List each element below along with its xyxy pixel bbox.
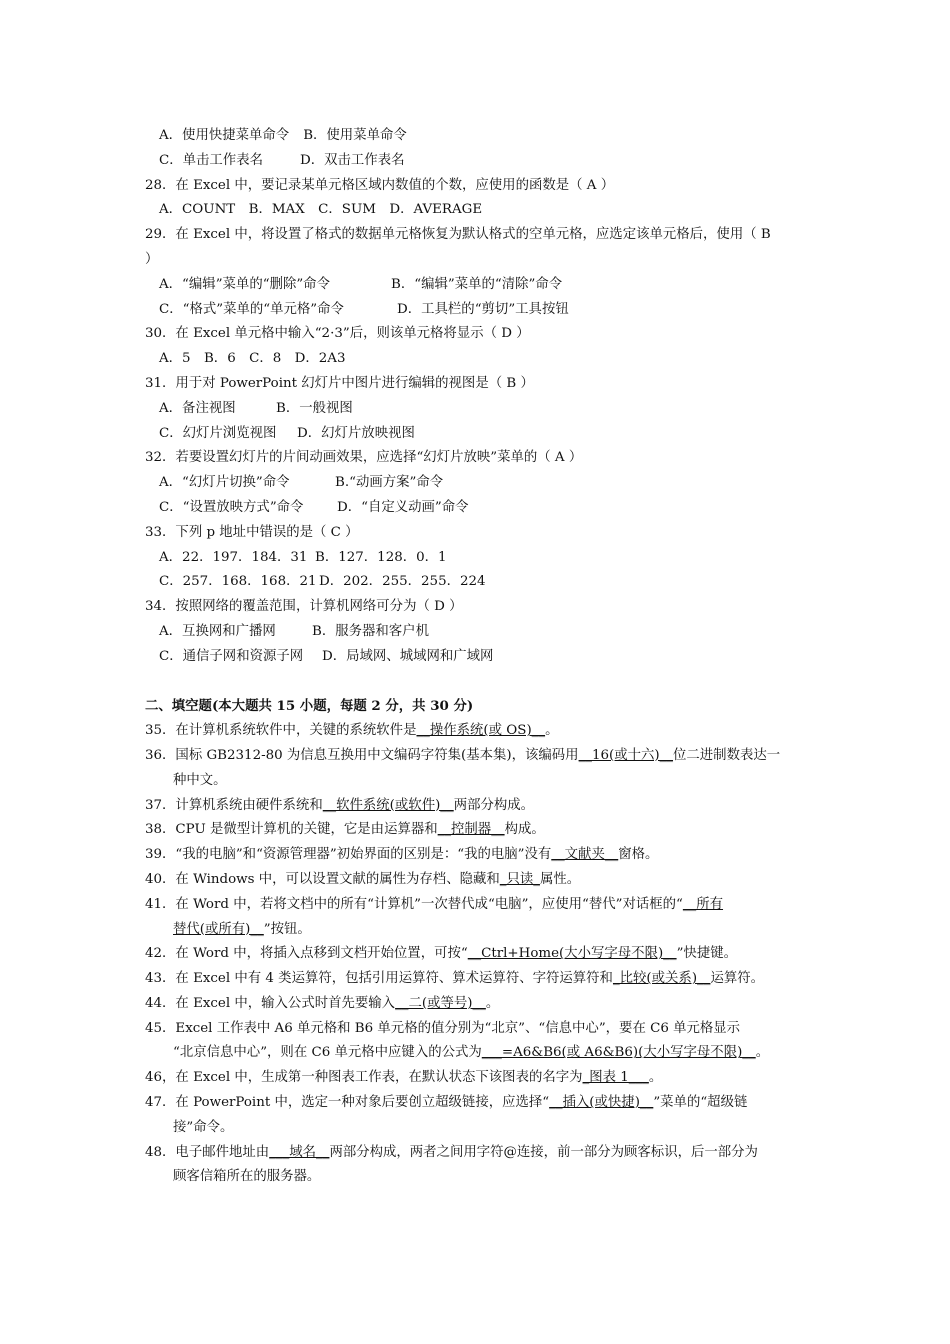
- question-text: 两部分构成，两者之间用字符@连接，前一部分为顾客标识，后一部分为: [329, 1144, 758, 1160]
- question-text: 两部分构成。: [453, 797, 535, 813]
- q32-options-line2: [145, 496, 810, 521]
- question-38: [145, 818, 810, 843]
- question-text: 窗格。: [618, 847, 659, 863]
- question-30-options: A．5 B．6 C．8 D．2A3: [159, 351, 346, 367]
- answer-blank: ___域名__: [269, 1144, 330, 1160]
- spacer: [145, 670, 810, 695]
- question-35: [145, 719, 810, 744]
- option: C．通信子网和资源子网: [159, 648, 304, 664]
- option: A．“编辑”菜单的“删除”命令: [159, 276, 330, 292]
- answer-blank: _比较(或关系)__: [612, 971, 711, 987]
- answer-blank: __Ctrl+Home(大小写字母不限)__: [467, 946, 677, 962]
- question-text: 位二进制数表达一: [673, 747, 781, 763]
- question-36: [145, 744, 810, 769]
- option: B．使用菜单命令: [303, 128, 407, 143]
- q31-options-line1: [145, 397, 810, 422]
- answer-blank: __二(或等号)__: [395, 995, 486, 1011]
- question-text: 37．计算机系统由硬件系统和: [145, 797, 323, 813]
- question-29: 29．在 Excel 中，将设置了格式的数据单元格恢复为默认格式的空单元格，应选定该单元格后，使用（ B: [145, 227, 771, 243]
- question-37: [145, 794, 810, 819]
- question-34: 34．按照网络的覆盖范围，计算机网络可分为（ D ）: [145, 599, 463, 615]
- question-text: 构成。: [504, 822, 545, 838]
- option: D．工具栏的“剪切”工具按钮: [397, 301, 569, 317]
- question-text: 40．在 Windows 中，可以设置文献的属性为存档、隐藏和: [145, 871, 500, 887]
- question-45: 45．Excel 工作表中 A6 单元格和 B6 单元格的值分别为“北京”、“信息中心”，要在 C6 单元格显示: [145, 1020, 741, 1036]
- option: B．服务器和客户机: [312, 623, 429, 639]
- question-48: [145, 1141, 810, 1166]
- option: D．局域网、城域网和广域网: [322, 648, 494, 664]
- option: B.“动画方案”命令: [335, 475, 444, 491]
- answer-blank: _图表 1___: [582, 1070, 649, 1086]
- question-32: 32．若要设置幻灯片的片间动画效果，应选择“幻灯片放映”菜单的（ A ）: [145, 450, 583, 466]
- option: C．幻灯片浏览视图: [159, 425, 277, 441]
- question-text: 38．CPU 是微型计算机的关键，它是由运算器和: [145, 822, 438, 838]
- option: B．一般视图: [276, 400, 353, 416]
- question-text: 。: [545, 723, 559, 739]
- question-46: [145, 1066, 810, 1091]
- option: A．使用快捷菜单命令: [159, 128, 290, 143]
- question-text: 运算符。: [710, 971, 765, 987]
- option: C．257．168．168．21: [159, 574, 317, 590]
- question-31: 31．用于对 PowerPoint 幻灯片中图片进行编辑的视图是（ B ）: [145, 375, 534, 391]
- question-text: 44．在 Excel 中，输入公式时首先要输入: [145, 995, 396, 1011]
- option: A．22．197．184．31: [159, 549, 308, 565]
- question-text: 42．在 Word 中，将插入点移到文档开始位置，可按“: [145, 946, 468, 962]
- question-41: [145, 893, 810, 918]
- question-30: 30．在 Excel 单元格中输入“2·3”后，则该单元格将显示（ D ）: [145, 326, 530, 342]
- question-44: [145, 992, 810, 1017]
- q31-options-line2: [145, 422, 810, 447]
- answer-blank: __控制器__: [437, 822, 505, 838]
- question-text: ”按钮。: [263, 921, 311, 937]
- question-text: 41．在 Word 中，若将文档中的所有“计算机”一次替代成“电脑”，应使用“替代”对话框的“: [145, 896, 683, 912]
- answer-blank: __文献夹__: [551, 847, 619, 863]
- option: C．“格式”菜单的“单元格”命令: [159, 301, 344, 317]
- question-text: ”菜单的“超级链: [653, 1095, 748, 1111]
- option: B．127．128．0．1: [315, 549, 447, 565]
- q34-options-line2: [145, 645, 810, 670]
- question-40: [145, 868, 810, 893]
- question-text: ”快捷键。: [676, 946, 737, 962]
- question-text: 属性。: [539, 871, 581, 887]
- question-text: 47．在 PowerPoint 中，选定一种对象后要创立超级链接，应选择“: [145, 1095, 550, 1111]
- question-text: 35．在计算机系统软件中，关键的系统软件是: [145, 723, 417, 739]
- document-page: [145, 124, 810, 1190]
- question-text: 36．国标 GB2312-80 为信息互换用中文编码字符集(基本集)，该编码用: [145, 747, 579, 763]
- question-36-cont: 种中文。: [173, 772, 227, 788]
- question-42: [145, 942, 810, 967]
- question-28-options: A．COUNT B．MAX C．SUM D．AVERAGE: [159, 202, 483, 218]
- question-39: [145, 843, 810, 868]
- question-29-tail: ）: [145, 251, 159, 267]
- option: A．互换网和广播网: [159, 623, 276, 639]
- option: B．“编辑”菜单的“清除”命令: [391, 276, 563, 292]
- answer-blank: ___=A6&B6(或 A6&B6)(大小写字母不限)__: [481, 1045, 756, 1061]
- answer-blank: __16(或十六)__: [578, 747, 674, 763]
- q32-options-line1: [145, 471, 810, 496]
- q27-options-line1: [145, 124, 810, 149]
- question-text: 48．电子邮件地址由: [145, 1144, 270, 1160]
- answer-blank: __软件系统(或软件)__: [322, 797, 454, 813]
- option: D．“自定义动画”命令: [337, 499, 469, 515]
- question-text: 43．在 Excel 中有 4 类运算符，包括引用运算符、算术运算符、字符运算符和: [145, 971, 613, 987]
- option: C．“设置放映方式”命令: [159, 499, 304, 515]
- question-45-cont: [145, 1041, 810, 1066]
- answer-blank: _只读_: [499, 871, 540, 887]
- question-text: 。: [485, 995, 500, 1011]
- option: C．单击工作表名: [159, 152, 263, 168]
- option: A．“幻灯片切换”命令: [159, 475, 290, 491]
- answer-blank: 替代(或所有)__: [173, 921, 264, 937]
- question-33: 33．下列 p 地址中错误的是（ C ）: [145, 524, 359, 540]
- question-text: 39．“我的电脑”和“资源管理器”初始界面的区别是：“我的电脑”没有: [145, 847, 552, 863]
- question-text: “北京信息中心”，则在 C6 单元格中应键入的公式为: [173, 1045, 482, 1061]
- option: D．双击工作表名: [300, 152, 405, 168]
- option: D．202．255．255．224: [319, 574, 486, 590]
- q34-options-line1: [145, 620, 810, 645]
- answer-blank: __所有: [682, 896, 724, 912]
- answer-blank: __插入(或快捷)__: [549, 1095, 654, 1111]
- section-heading: 二、填空题(本大题共 15 小题，每题 2 分，共 30 分): [145, 698, 474, 715]
- question-28: 28．在 Excel 中，要记录某单元格区域内数值的个数，应使用的函数是（ A ）: [145, 177, 615, 193]
- q29-options-line1: [145, 273, 810, 298]
- question-43: [145, 967, 810, 992]
- question-text: 46，在 Excel 中，生成第一种图表工作表，在默认状态下该图表的名字为: [145, 1070, 583, 1086]
- question-text: 。: [755, 1045, 770, 1061]
- q33-options-line2: [145, 570, 810, 595]
- question-text: 。: [648, 1070, 663, 1086]
- q33-options-line1: [145, 546, 810, 571]
- option: A．备注视图: [159, 400, 236, 416]
- question-47-cont: 接”命令。: [173, 1119, 234, 1135]
- q29-options-line2: [145, 298, 810, 323]
- q27-options-line2: [145, 149, 810, 174]
- question-48-cont: 顾客信箱所在的服务器。: [173, 1169, 321, 1185]
- question-41-cont: [145, 918, 810, 943]
- option: D．幻灯片放映视图: [297, 425, 415, 441]
- answer-blank: __操作系统(或 OS)__: [416, 723, 546, 739]
- question-47: [145, 1091, 810, 1116]
